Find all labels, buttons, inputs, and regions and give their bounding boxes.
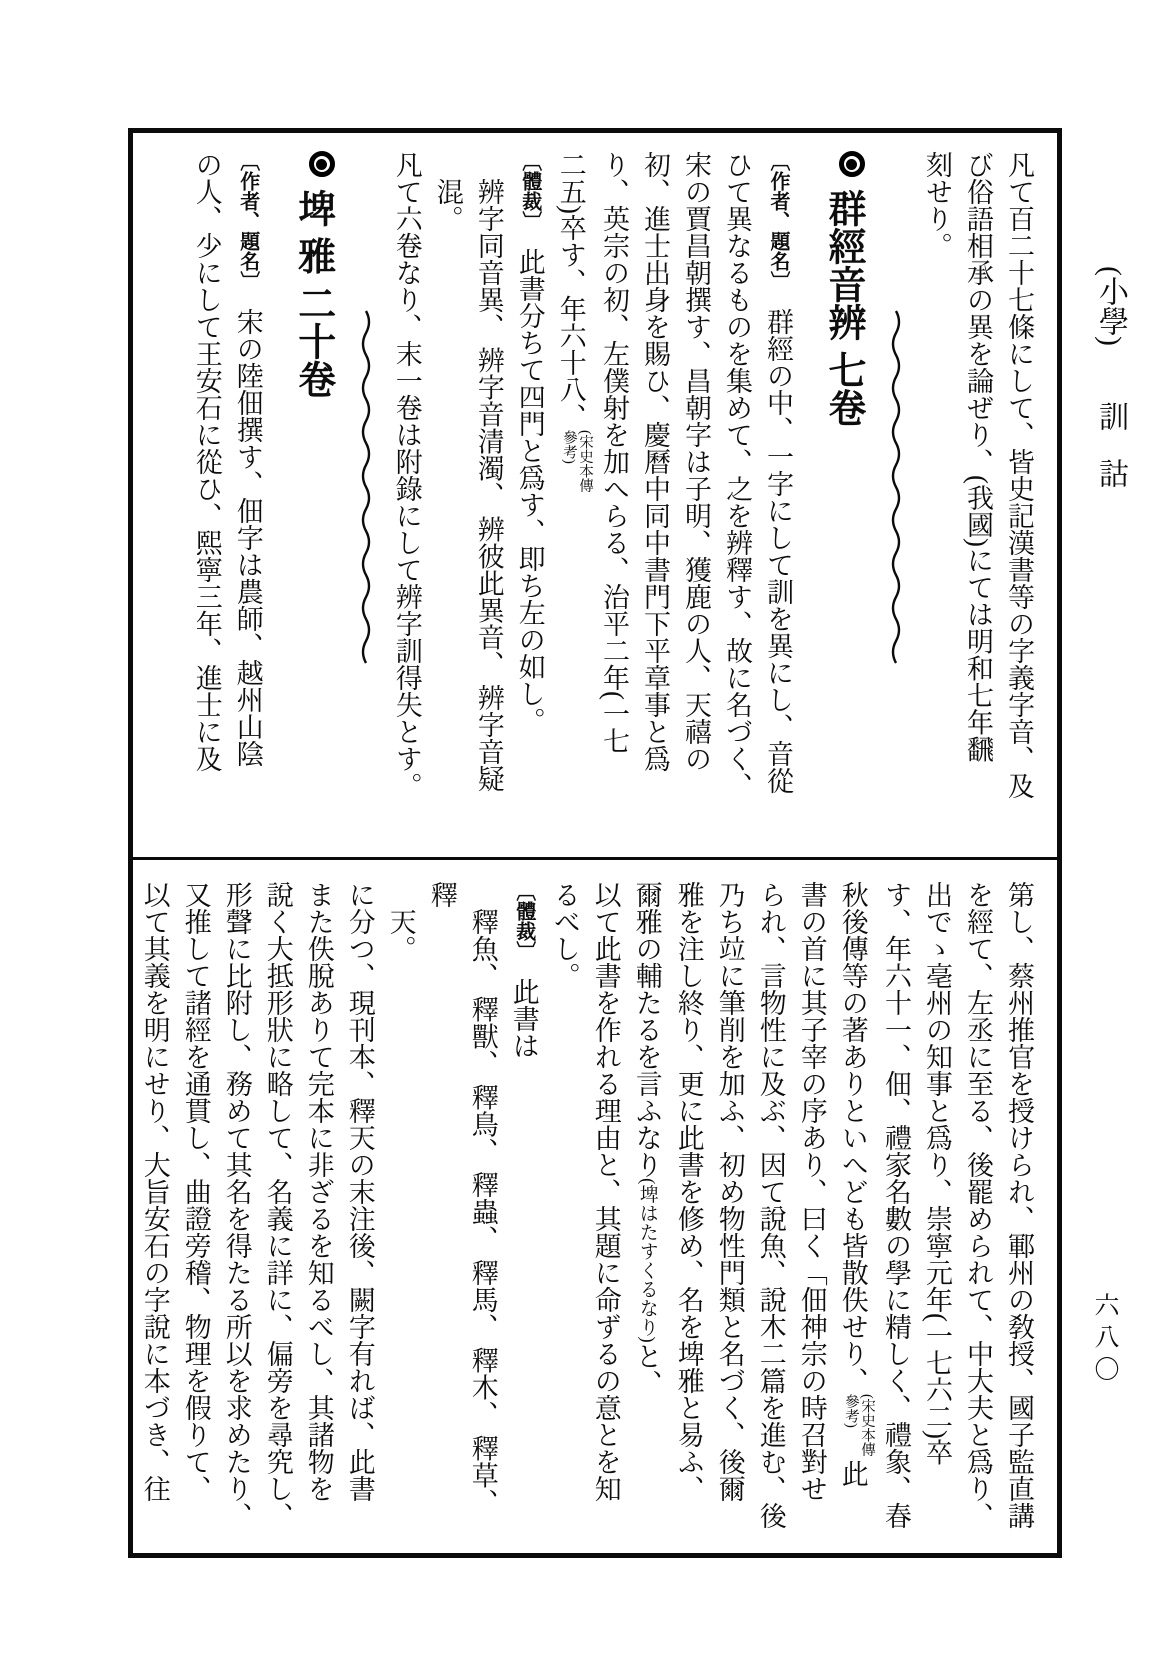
field-label: 〔作者、題名〕	[236, 151, 259, 281]
wavy-divider	[359, 151, 373, 857]
text-column	[544, 881, 585, 1545]
body-text: 宋の賈昌朝撰す、昌朝字は子明、獲鹿の人、天禧の	[681, 151, 711, 772]
series-label: (小學)	[1094, 266, 1127, 346]
body-text: 群經の中、一字にして訓を異にし、音從	[763, 281, 793, 794]
text-column	[227, 151, 268, 857]
body-text: 形聲に比附し、務めて其名を得たる所以を求めたり、	[221, 881, 252, 1529]
field-label: 〔作者、題名〕	[767, 151, 789, 281]
body-text: 凡て百二十七條にして、皆史記漢書等の字義字音、及	[1004, 151, 1034, 799]
body-text: 刻せり。	[922, 151, 952, 259]
text-column	[750, 881, 791, 1545]
entry-title-text: 埤 雅 二十卷	[291, 189, 334, 398]
text-column	[175, 881, 216, 1545]
text-column	[916, 881, 957, 1545]
text-column	[757, 151, 798, 857]
body-text: 辨字同音異、 辨字音清濁、 辨彼此異音、 辨字音疑	[473, 151, 504, 793]
body-text: 此書は	[508, 951, 539, 1059]
body-text: 雅を注し終り、更に此書を修め、名を埤雅と易ふ、	[673, 881, 704, 1502]
fisheye-bullet-dot	[316, 159, 327, 170]
section-divider	[133, 857, 1057, 860]
running-head	[1088, 266, 1132, 515]
body-text: の人、少にして王安石に從ひ、熙寧三年、進士に及	[191, 151, 222, 772]
body-text: に分つ、現刊本、釋天の末注後、闕字有れば、此書	[344, 881, 375, 1502]
body-text: 初、進士出身を賜ひ、慶曆中同中書門下平章事と爲	[640, 151, 670, 772]
body-text: 爾雅の輔たるを言ふなり	[631, 881, 662, 1178]
text-column	[380, 881, 421, 1545]
body-text: り、英宗の初、左僕射を加へらる、治平二年(一七	[599, 151, 629, 754]
body-text: 以て其義を明にせり、大旨安石の字說に本づき、往	[139, 881, 170, 1502]
section-label: 訓詁	[1094, 401, 1127, 516]
text-column	[550, 151, 593, 857]
body-text: 混。	[432, 151, 463, 232]
fisheye-bullet-dot	[846, 159, 857, 170]
text-column	[668, 881, 709, 1545]
text-column	[339, 881, 380, 1545]
body-text: るべし。	[549, 881, 580, 989]
text-frame	[128, 128, 1062, 1558]
text-column	[916, 151, 957, 857]
text-column	[957, 881, 998, 1545]
page-number: 六八〇	[1091, 1292, 1118, 1388]
body-text: 凡て六卷なり、末一卷は附錄にして辨字訓得失とす。	[391, 151, 422, 799]
body-text: 釋魚、 釋獸、 釋鳥、 釋蟲、 釋馬、 釋木、 釋草、 釋	[426, 881, 498, 1516]
wavy-divider	[889, 151, 903, 857]
field-label: 〔體裁〕	[518, 151, 541, 221]
text-column	[257, 881, 298, 1545]
fisheye-bullet-icon	[839, 151, 865, 177]
text-column	[634, 151, 675, 857]
body-text: 秋後傳等の著ありといへども皆散佚せり、	[837, 881, 868, 1394]
field-label: 〔體裁〕	[512, 881, 535, 951]
body-text: ひて異なるものを集めて、之を辨釋す、故に名づく、	[722, 151, 752, 799]
text-column	[875, 881, 916, 1545]
text-column	[186, 151, 227, 857]
body-text: と、	[631, 1342, 662, 1397]
body-text: び俗語相承の異を論ぜり、(我國)にては明和七年飜	[963, 151, 993, 763]
text-column	[675, 151, 716, 857]
text-column	[216, 881, 257, 1545]
body-text: 乃ち竝に筆削を加ふ、初め物性門類と名づく、後爾	[714, 881, 745, 1502]
body-text: 又推して諸經を通貫し、曲證旁稽、物理を假りて、	[180, 881, 211, 1502]
body-text: また佚脫ありて完本に非ざるを知るべし、其諸物を	[303, 881, 334, 1502]
body-text: を經て、左丞に至る、後罷められて、中大夫と爲り、	[963, 881, 993, 1529]
text-column	[716, 151, 757, 857]
entry-title	[280, 151, 346, 857]
body-text: 此	[837, 1460, 868, 1487]
text-column	[791, 881, 832, 1545]
entry-title	[810, 151, 876, 857]
text-column	[509, 151, 550, 857]
text-column	[998, 151, 1039, 857]
text-column	[386, 151, 427, 857]
text-column	[593, 151, 634, 857]
text-column	[957, 151, 998, 857]
body-text: 天。	[385, 881, 416, 962]
text-column	[503, 881, 544, 1545]
inline-note: (宋史本傳參考)	[843, 1394, 875, 1457]
body-text: す、年六十一、佃、禮家名數の學に精しく、禮象、春	[881, 881, 911, 1529]
body-text: られ、言物性に及ぶ、因て說魚、說木二篇を進む、後	[755, 881, 786, 1529]
body-text: 出でゝ亳州の知事と爲り、崇寧元年(一七六二)卒	[922, 881, 952, 1466]
top-section	[155, 151, 1039, 857]
text-column	[421, 881, 503, 1545]
text-column	[832, 881, 875, 1545]
text-column	[298, 881, 339, 1545]
text-column	[134, 881, 175, 1545]
body-text: 書の首に其子宰の序あり、曰く「佃神宗の時召對せ	[796, 881, 827, 1502]
body-text: 說く大抵形狀に略して、名義に詳に、偏旁を尋究し、	[262, 881, 293, 1529]
body-text: 二五)卒す、年六十八、	[555, 151, 586, 430]
entry-title-text: 群經音辨 七卷	[822, 189, 864, 427]
text-column	[626, 881, 668, 1545]
body-text: 以て此書を作れる理由と、其題に命ずるの意とを知	[590, 881, 621, 1502]
body-text: 宋の陸佃撰す、佃字は農師、越州山陰	[232, 281, 263, 767]
bottom-section	[139, 881, 1039, 1545]
body-text: 此書分ちて四門と爲す、即ち左の如し。	[514, 221, 545, 734]
inline-note-small: (埤はたすくるなり)	[636, 1178, 658, 1343]
inline-note: (宋史本傳參考)	[561, 430, 593, 493]
text-column	[709, 881, 750, 1545]
fisheye-bullet-icon	[309, 151, 335, 177]
body-text: 第し、蔡州推官を授けられ、鄆州の敎授、國子監直講	[1004, 881, 1034, 1529]
text-column	[998, 881, 1039, 1545]
text-column	[468, 151, 509, 857]
text-column	[585, 881, 626, 1545]
text-column	[427, 151, 468, 857]
